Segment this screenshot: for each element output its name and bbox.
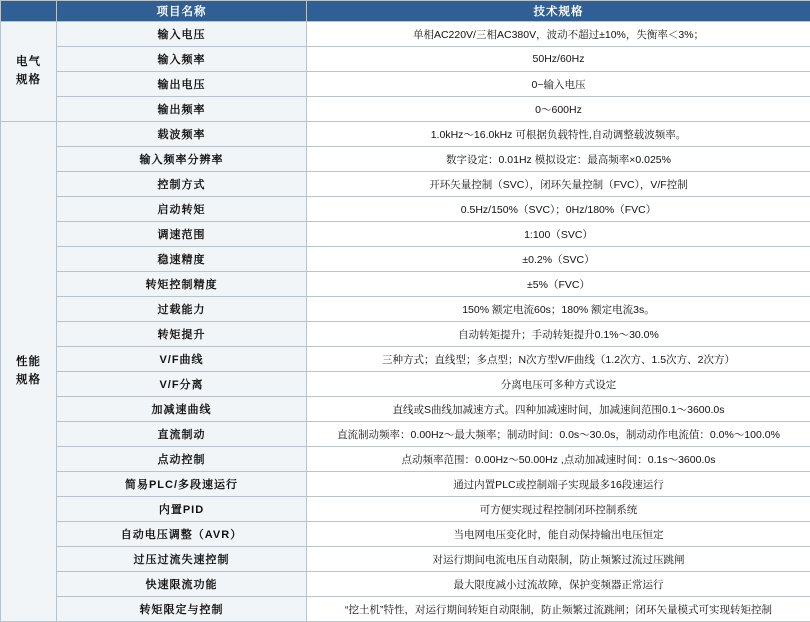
- table-row: [1, 122, 810, 147]
- item-value: 0.5Hz/150%（SVC）；0Hz/180%（FVC）: [307, 197, 810, 222]
- item-name: 转矩控制精度: [57, 272, 307, 297]
- table-row: [1, 547, 810, 572]
- header-group-blank: [1, 1, 57, 22]
- header-item-name: 项目名称: [57, 1, 307, 22]
- group-label-line: 电气: [1, 54, 56, 71]
- group-label-line: 规格: [1, 72, 56, 89]
- item-value: ±0.2%（SVC）: [307, 247, 810, 272]
- table-row: [1, 172, 810, 197]
- item-name: 输出频率: [57, 97, 307, 122]
- item-value: 0～600Hz: [307, 97, 810, 122]
- table-row: [1, 572, 810, 597]
- item-value: 1.0kHz～16.0kHz 可根据负载特性,自动调整载波频率。: [307, 122, 810, 147]
- table-row: [1, 372, 810, 397]
- item-name: 快速限流功能: [57, 572, 307, 597]
- item-name: V/F曲线: [57, 347, 307, 372]
- table-row: [1, 522, 810, 547]
- item-name: 输出电压: [57, 72, 307, 97]
- item-name: 过载能力: [57, 297, 307, 322]
- header-tech-spec: 技术规格: [307, 1, 810, 22]
- table-row: [1, 447, 810, 472]
- table-row: [1, 72, 810, 97]
- table-row: [1, 297, 810, 322]
- item-value: 直线或S曲线加减速方式。四种加减速时间，加减速间范围0.1～3600.0s: [307, 397, 810, 422]
- table-header-row: [1, 1, 810, 22]
- item-value: “挖土机”特性，对运行期间转矩自动限制，防止频繁过流跳闸；闭环矢量模式可实现转矩控制: [307, 597, 810, 622]
- item-name: 输入频率分辨率: [57, 147, 307, 172]
- item-value: 150% 额定电流60s；180% 额定电流3s。: [307, 297, 810, 322]
- item-name: 加减速曲线: [57, 397, 307, 422]
- item-name: 稳速精度: [57, 247, 307, 272]
- item-name: 转矩限定与控制: [57, 597, 307, 622]
- table-row: [1, 597, 810, 622]
- table-row: [1, 472, 810, 497]
- item-name: 自动电压调整（AVR）: [57, 522, 307, 547]
- item-value: 通过内置PLC或控制端子实现最多16段速运行: [307, 472, 810, 497]
- item-value: 三种方式；直线型；多点型；N次方型V/F曲线（1.2次方、1.5次方、2次方）: [307, 347, 810, 372]
- item-value: 分离电压可多种方式设定: [307, 372, 810, 397]
- table-body: [1, 22, 810, 622]
- item-name: 调速范围: [57, 222, 307, 247]
- group-label-line: 规格: [1, 372, 56, 389]
- table-row: [1, 197, 810, 222]
- item-value: 可方便实现过程控制闭环控制系统: [307, 497, 810, 522]
- item-name: 转矩提升: [57, 322, 307, 347]
- table-row: [1, 247, 810, 272]
- item-name: 点动控制: [57, 447, 307, 472]
- table-row: [1, 422, 810, 447]
- item-name: 过压过流失速控制: [57, 547, 307, 572]
- item-name: 内置PID: [57, 497, 307, 522]
- item-name: 载波频率: [57, 122, 307, 147]
- item-value: 点动频率范围：0.00Hz～50.00Hz ,点动加减速时间：0.1s～3600.0s: [307, 447, 810, 472]
- table-row: [1, 47, 810, 72]
- item-name: 简易PLC/多段速运行: [57, 472, 307, 497]
- item-name: V/F分离: [57, 372, 307, 397]
- item-name: 控制方式: [57, 172, 307, 197]
- table-row: [1, 497, 810, 522]
- item-name: 输入电压: [57, 22, 307, 47]
- item-value: 最大限度减小过流故障，保护变频器正常运行: [307, 572, 810, 597]
- table-row: [1, 22, 810, 47]
- item-value: 0~输入电压: [307, 72, 810, 97]
- group-label-line: 性能: [1, 354, 56, 371]
- table-row: [1, 147, 810, 172]
- item-value: 自动转矩提升；手动转矩提升0.1%～30.0%: [307, 322, 810, 347]
- item-value: 单相AC220V/三相AC380V，波动不超过±10%，失衡率＜3%；: [307, 22, 810, 47]
- item-value: 当电网电压变化时，能自动保持输出电压恒定: [307, 522, 810, 547]
- table-row: [1, 322, 810, 347]
- table-row: [1, 272, 810, 297]
- table-row: [1, 347, 810, 372]
- table-header: [1, 1, 810, 22]
- item-value: 数字设定：0.01Hz 模拟设定：最高频率×0.025%: [307, 147, 810, 172]
- item-name: 直流制动: [57, 422, 307, 447]
- table-row: [1, 222, 810, 247]
- item-name: 启动转矩: [57, 197, 307, 222]
- item-value: 对运行期间电流电压自动限制，防止频繁过流过压跳闸: [307, 547, 810, 572]
- table-row: [1, 397, 810, 422]
- item-value: 1:100（SVC）: [307, 222, 810, 247]
- item-value: 直流制动频率：0.00Hz～最大频率；制动时间：0.0s～30.0s，制动动作电流值：0.0%～100.0%: [307, 422, 810, 447]
- item-value: ±5%（FVC）: [307, 272, 810, 297]
- item-value: 50Hz/60Hz: [307, 47, 810, 72]
- item-name: 输入频率: [57, 47, 307, 72]
- group-label-performance: [1, 122, 57, 622]
- group-label-electrical: [1, 22, 57, 122]
- item-value: 开环矢量控制（SVC），闭环矢量控制（FVC），V/F控制: [307, 172, 810, 197]
- table-row: [1, 97, 810, 122]
